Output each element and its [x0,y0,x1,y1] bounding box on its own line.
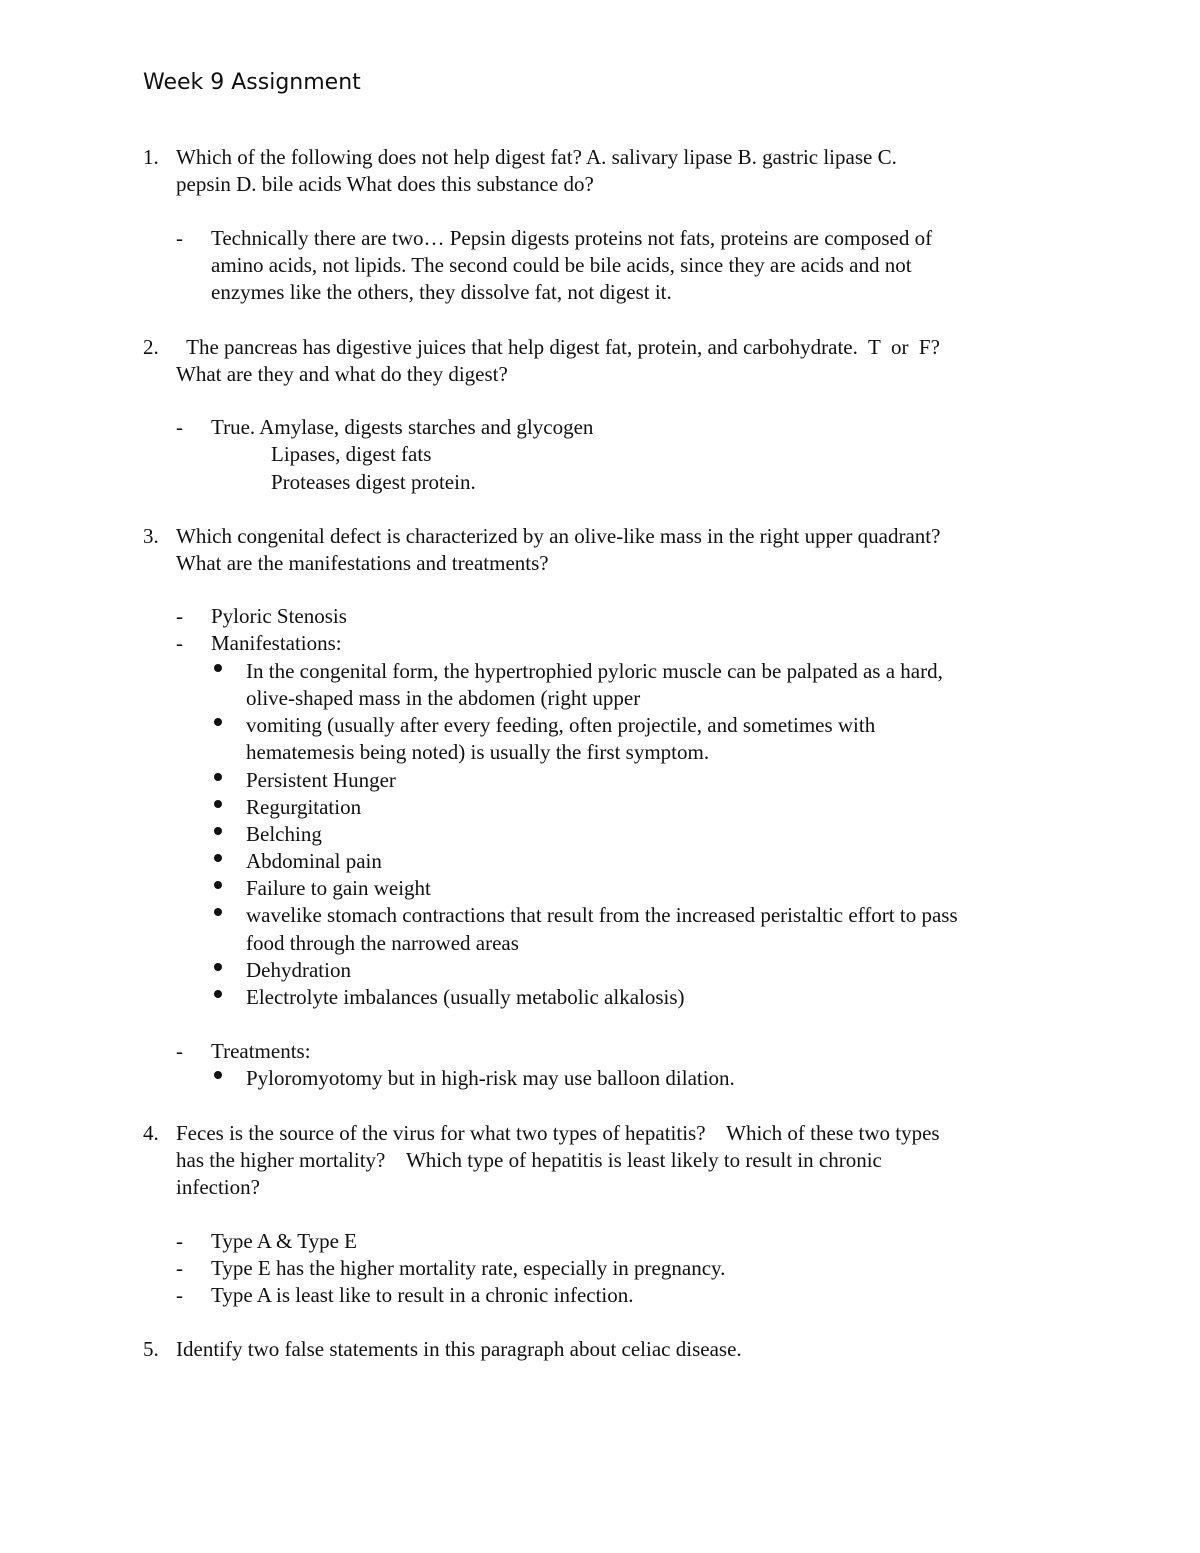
manifestation-item: In the congenital form, the hypertrophied pyloric muscle can be palpated as a hard, [246,659,943,683]
list-dash-marker: - [176,631,183,655]
question-1-number: 1. [143,145,159,169]
question-4-text-line: Feces is the source of the virus for what two types of hepatitis? Which of these two types [176,1121,940,1145]
manifestation-item: Dehydration [246,958,351,982]
answer-1-line: Technically there are two… Pepsin digests proteins not fats, proteins are composed of [211,226,933,250]
question-2-number: 2. [143,335,159,359]
manifestation-item: Failure to gain weight [246,876,431,900]
manifestation-item: Electrolyte imbalances (usually metabolic alkalosis) [246,985,685,1009]
question-4-text-line: infection? [176,1175,260,1199]
bullet-dot [214,854,222,862]
answer-4-line: Type A is least like to result in a chronic infection. [211,1283,634,1307]
question-4-number: 4. [143,1121,159,1145]
list-dash-marker: - [176,1229,183,1253]
manifestation-item: Regurgitation [246,795,362,819]
question-2-text-line: What are they and what do they digest? [176,362,508,386]
bullet-dot [214,990,222,998]
answer-3-diagnosis: Pyloric Stenosis [211,604,347,628]
question-3-number: 3. [143,524,159,548]
question-3-text-line: Which congenital defect is characterized by an olive-like mass in the right upper quadrant? [176,524,941,548]
manifestation-item: Belching [246,822,322,846]
manifestation-item: Persistent Hunger [246,768,396,792]
bullet-dot [214,664,222,672]
answer-4-line: Type A & Type E [211,1229,357,1253]
list-dash-marker: - [176,415,183,439]
list-dash-marker: - [176,226,183,250]
manifestation-item: vomiting (usually after every feeding, often projectile, and sometimes with [246,713,876,737]
bullet-dot [214,827,222,835]
bullet-dot [214,963,222,971]
bullet-dot [214,1071,222,1079]
list-dash-marker: - [176,1039,183,1063]
list-dash-marker: - [176,1256,183,1280]
bullet-dot [214,881,222,889]
manifestation-item: hematemesis being noted) is usually the first symptom. [246,740,710,764]
bullet-dot [214,908,222,916]
manifestation-item: food through the narrowed areas [246,931,519,955]
manifestation-item: wavelike stomach contractions that result from the increased peristaltic effort to pass [246,903,958,927]
answer-2-line: Lipases, digest fats [271,442,432,466]
question-3-text-line: What are the manifestations and treatments? [176,551,549,575]
question-5-text-line: Identify two false statements in this paragraph about celiac disease. [176,1337,742,1361]
list-dash-marker: - [176,1283,183,1307]
answer-1-line: amino acids, not lipids. The second could be bile acids, since they are acids and not [211,253,912,277]
question-1-text-line: pepsin D. bile acids What does this substance do? [176,172,594,196]
list-dash-marker: - [176,604,183,628]
manifestation-item: olive-shaped mass in the abdomen (right upper [246,686,641,710]
bullet-dot [214,773,222,781]
answer-2-line: True. Amylase, digests starches and glycogen [211,415,594,439]
answer-2-line: Proteases digest protein. [271,470,476,494]
bullet-dot [214,718,222,726]
answer-1-line: enzymes like the others, they dissolve fat, not digest it. [211,280,672,304]
question-4-text-line: has the higher mortality? Which type of hepatitis is least likely to result in chronic [176,1148,882,1172]
answer-4-line: Type E has the higher mortality rate, especially in pregnancy. [211,1256,726,1280]
treatments-label: Treatments: [211,1039,311,1063]
question-5-number: 5. [143,1337,159,1361]
question-2-text-line: The pancreas has digestive juices that help digest fat, protein, and carbohydrate. T or F? [176,335,940,359]
treatment-item: Pyloromyotomy but in high-risk may use balloon dilation. [246,1066,735,1090]
page-title: Week 9 Assignment [143,70,361,95]
bullet-dot [214,800,222,808]
question-1-text-line: Which of the following does not help digest fat? A. salivary lipase B. gastric lipase C. [176,145,897,169]
manifestations-label: Manifestations: [211,631,342,655]
manifestation-item: Abdominal pain [246,849,382,873]
